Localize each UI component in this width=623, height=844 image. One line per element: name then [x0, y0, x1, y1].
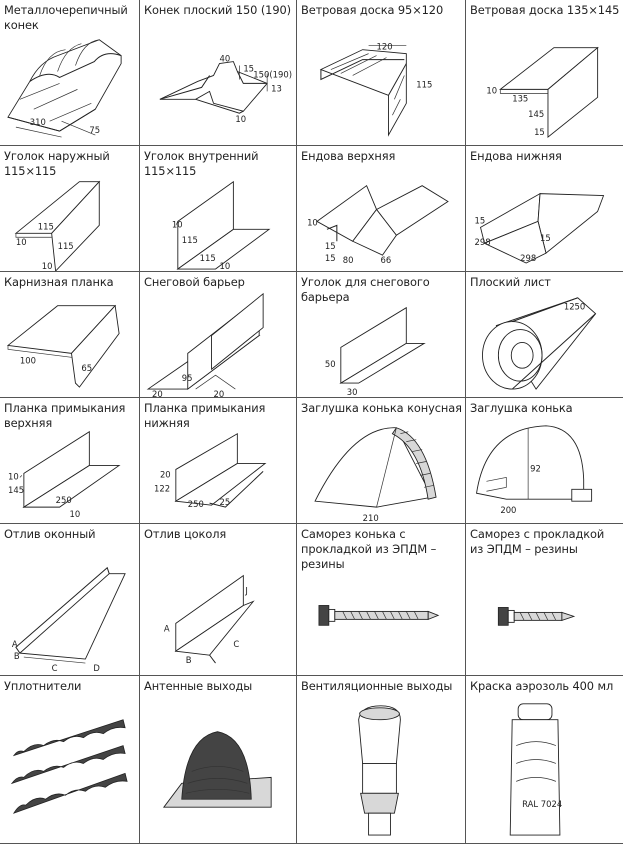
- flat-sheet-roll-icon: [466, 272, 623, 397]
- cell-title: Карнизная планка: [4, 275, 114, 289]
- antenna-outlet-icon: [140, 676, 296, 843]
- dim-label: 250: [187, 499, 204, 510]
- ridge-screw-icon: [297, 524, 465, 675]
- cell-title: Вентиляционные выходы: [301, 679, 453, 693]
- window-sill-icon: [0, 524, 139, 675]
- dim-label: 20: [213, 389, 225, 397]
- dim-label: 40: [219, 53, 231, 64]
- cell-title: Заглушка конька: [470, 401, 573, 415]
- cell-title: Уголок наружный 115×115: [4, 149, 110, 178]
- catalog-cell-flat-ridge[interactable]: [140, 0, 297, 146]
- cell-title: Заглушка конька конусная: [301, 401, 462, 415]
- dim-label: A: [163, 623, 170, 634]
- catalog-cell-snow-barrier[interactable]: [140, 272, 297, 398]
- dim-label: 15: [324, 253, 336, 264]
- dim-label: 10: [69, 509, 81, 520]
- outer-corner-icon: [0, 146, 139, 271]
- catalog-cell-plinth-flashing[interactable]: [140, 524, 297, 676]
- lower-valley-icon: [466, 146, 623, 271]
- lower-abutment-strip-icon: [140, 398, 296, 523]
- catalog-cell-vent-outlet[interactable]: [297, 676, 466, 844]
- flat-ridge-icon: [140, 0, 296, 145]
- catalog-cell-seal-strips[interactable]: [0, 676, 140, 844]
- dim-label: B: [185, 655, 192, 666]
- cell-title: Антенные выходы: [144, 679, 253, 693]
- dim-label: 250: [55, 495, 72, 506]
- catalog-cell-ridge-cap[interactable]: [466, 398, 623, 524]
- snow-barrier-icon: [140, 272, 296, 397]
- catalog-cell-upper-valley[interactable]: [297, 146, 466, 272]
- cell-title: Ендова верхняя: [301, 149, 396, 163]
- dim-label: 298: [474, 237, 491, 248]
- catalog-cell-ridge-screw[interactable]: [297, 524, 466, 676]
- dim-label: 115: [37, 221, 54, 232]
- seal-strips-icon: [0, 676, 139, 843]
- conical-ridge-cap-icon: [297, 398, 465, 523]
- catalog-cell-conical-ridge-cap[interactable]: [297, 398, 466, 524]
- catalog-cell-lower-valley[interactable]: [466, 146, 623, 272]
- dim-label: 20: [159, 469, 171, 480]
- cell-title: Снеговой барьер: [144, 275, 245, 289]
- dim-label: 10: [219, 261, 231, 271]
- dim-label: 15: [540, 233, 551, 244]
- wind-board-icon: [466, 0, 623, 145]
- cell-title: Ветровая доска 95×120: [301, 3, 444, 17]
- dim-label: 310: [29, 117, 46, 128]
- dim-label: D: [93, 662, 100, 673]
- dim-label: 1250: [563, 301, 586, 312]
- dim-label: 15: [534, 127, 545, 138]
- dim-label: 13: [271, 83, 282, 94]
- dim-label: 10: [235, 114, 247, 125]
- dim-label: 115: [416, 79, 433, 90]
- inner-corner-icon: [140, 146, 296, 271]
- dim-label: 145: [7, 485, 25, 496]
- upper-valley-icon: [297, 146, 465, 271]
- catalog-cell-antenna-outlet[interactable]: [140, 676, 297, 844]
- dim-label: 298: [520, 253, 537, 264]
- cell-title: Планка примыкания верхняя: [4, 401, 126, 430]
- dim-label: 15: [324, 241, 336, 252]
- dim-label: 25: [219, 497, 231, 508]
- dim-label: 145: [528, 109, 545, 120]
- catalog-cell-flat-sheet[interactable]: [466, 272, 623, 398]
- cell-title: Краска аэрозоль 400 мл: [470, 679, 614, 693]
- dim-label: 115: [199, 253, 216, 264]
- dim-label: 20: [152, 389, 163, 397]
- dim-label: 10: [7, 471, 19, 482]
- roofing-screw-icon: [466, 524, 623, 675]
- dim-label: 122: [154, 483, 171, 494]
- dim-label: 65: [81, 363, 93, 374]
- dim-label: 10: [486, 85, 498, 96]
- dim-label: 10: [307, 217, 318, 228]
- dim-label: 75: [89, 125, 101, 136]
- dim-label: 135: [512, 93, 529, 104]
- snow-barrier-corner-icon: [297, 272, 465, 397]
- dim-label: 15: [474, 215, 486, 226]
- dim-label: C: [51, 662, 58, 673]
- cell-title: Саморез конька с прокладкой из ЭПДМ – резины: [301, 527, 437, 571]
- eaves-strip-icon: [0, 272, 139, 397]
- cell-title: Плоский лист: [470, 275, 551, 289]
- cell-title: Отлив цоколя: [144, 527, 227, 541]
- cell-title: Уголок внутренний 115×115: [144, 149, 259, 178]
- cell-title: Конек плоский 150 (190): [144, 3, 291, 17]
- catalog-cell-window-sill[interactable]: [0, 524, 140, 676]
- catalog-cell-roofing-screw[interactable]: [466, 524, 623, 676]
- ridge-cap-icon: [466, 398, 623, 523]
- dim-label: 10: [15, 237, 27, 248]
- dim-label: B: [13, 651, 20, 662]
- dim-label: 30: [346, 387, 358, 397]
- dim-label: 66: [380, 255, 392, 266]
- cell-title: Уплотнители: [4, 679, 82, 693]
- cell-title: Планка примыкания нижняя: [144, 401, 266, 430]
- catalog-cell-lower-abutment[interactable]: [140, 398, 297, 524]
- plinth-flashing-icon: [140, 524, 296, 675]
- spray-paint-can-icon: [466, 676, 623, 843]
- wind-board-icon: [297, 0, 465, 145]
- dim-label: 120: [376, 41, 393, 52]
- can-label: RAL 7024: [522, 799, 563, 810]
- dim-label: 100: [19, 355, 36, 366]
- dim-label: 15: [243, 63, 255, 74]
- cell-title: Отлив оконный: [4, 527, 96, 541]
- dim-label: 210: [362, 513, 379, 523]
- cell-title: Ендова нижняя: [470, 149, 562, 163]
- cell-title: Саморез с прокладкой из ЭПДМ – резины: [470, 527, 605, 556]
- upper-abutment-strip-icon: [0, 398, 139, 523]
- dim-label: J: [245, 585, 248, 596]
- dim-label: A: [11, 639, 18, 650]
- catalog-cell-ridge-tile[interactable]: [0, 0, 140, 146]
- cell-title: Уголок для снегового барьера: [301, 275, 430, 304]
- dim-label: 10: [171, 219, 183, 230]
- catalog-cell-spray-paint[interactable]: [466, 676, 623, 844]
- vent-outlet-icon: [297, 676, 465, 843]
- catalog-cell-wind-board-135[interactable]: [466, 0, 623, 146]
- dim-label: 10: [41, 261, 53, 271]
- catalog-cell-inner-corner[interactable]: [140, 146, 297, 272]
- dim-label: 200: [500, 505, 517, 516]
- ridge-tile-icon: [0, 0, 139, 145]
- catalog-cell-eaves-strip[interactable]: [0, 272, 140, 398]
- catalog-cell-wind-board-95[interactable]: [297, 0, 466, 146]
- dim-label: 115: [181, 235, 198, 246]
- dim-label: 95: [181, 373, 193, 384]
- dim-label: C: [233, 639, 240, 650]
- cell-title: Ветровая доска 135×145: [470, 3, 620, 17]
- dim-label: 80: [342, 255, 354, 266]
- cell-title: Металлочерепичный конек: [4, 3, 128, 32]
- dim-label: 50: [324, 359, 336, 370]
- dim-label: 150(190): [253, 69, 292, 80]
- catalog-cell-outer-corner[interactable]: [0, 146, 140, 272]
- catalog-cell-snow-barrier-corner[interactable]: [297, 272, 466, 398]
- catalog-cell-upper-abutment[interactable]: [0, 398, 140, 524]
- dim-label: 115: [57, 241, 74, 252]
- dim-label: 92: [530, 463, 541, 474]
